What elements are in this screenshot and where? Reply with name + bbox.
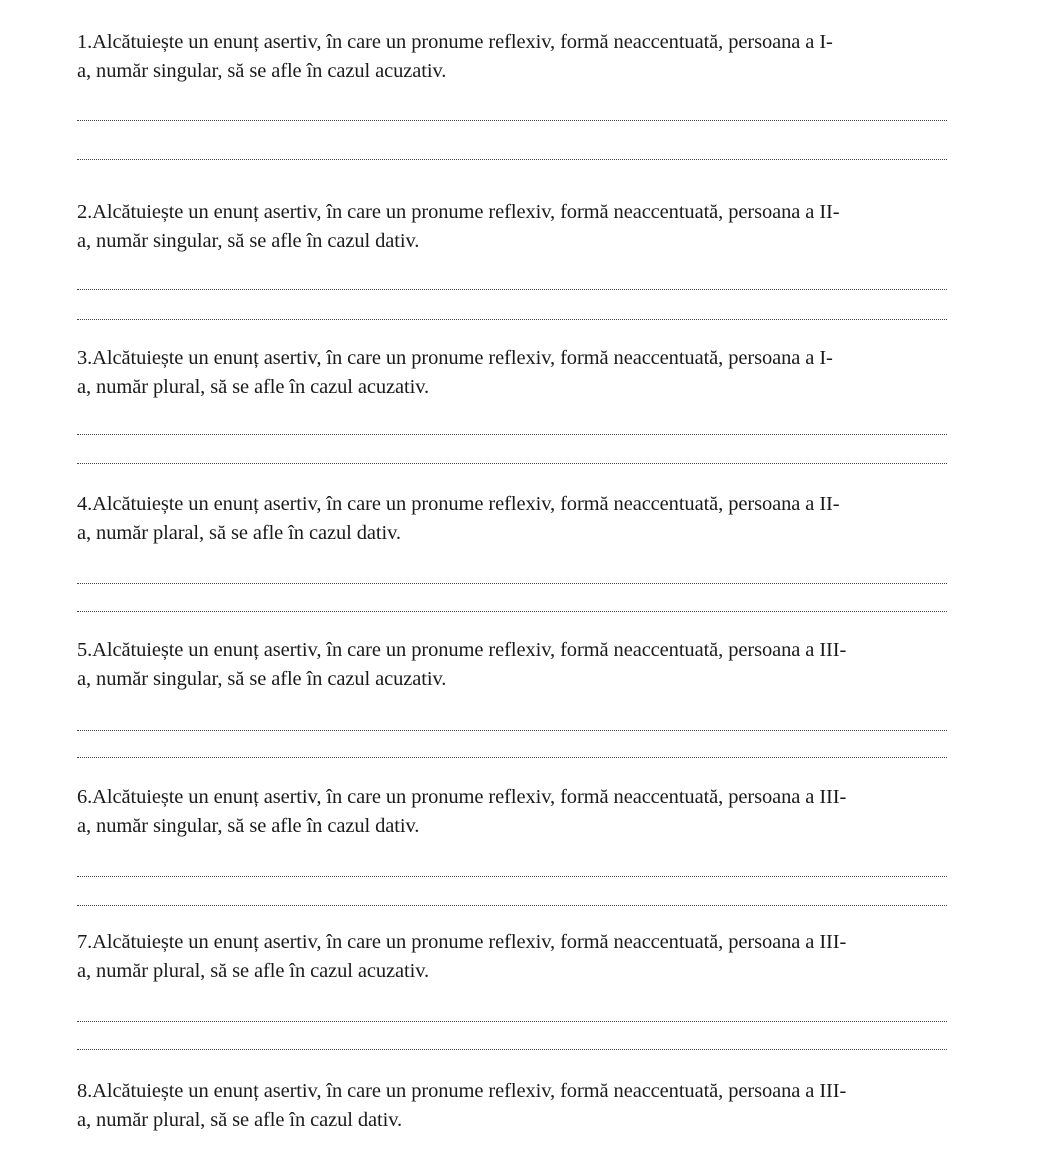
- exercise-5: [77, 636, 957, 694]
- prompt-line-2: a, număr plural, să se afle în cazul acuzativ.: [77, 960, 430, 982]
- answer-line-2[interactable]: [77, 463, 947, 464]
- prompt-line-1: 3.Alcătuiește un enunț asertiv, în care un pronume reflexiv, formă neaccentuată, persoana a I-: [77, 347, 833, 369]
- answer-line-1[interactable]: [77, 730, 947, 731]
- prompt-line-1: 4.Alcătuiește un enunț asertiv, în care un pronume reflexiv, formă neaccentuată, persoana a II-: [77, 493, 840, 515]
- answer-line-2[interactable]: [77, 757, 947, 758]
- prompt-line-2: a, număr plural, să se afle în cazul dativ.: [77, 1109, 403, 1131]
- answer-line-2[interactable]: [77, 159, 947, 160]
- answer-line-1[interactable]: [77, 289, 947, 290]
- answer-line-2[interactable]: [77, 905, 947, 906]
- exercise-prompt: [77, 490, 957, 548]
- prompt-line-1: 2.Alcătuiește un enunț asertiv, în care un pronume reflexiv, formă neaccentuată, persoana a II-: [77, 201, 840, 223]
- prompt-line-1: 6.Alcătuiește un enunț asertiv, în care un pronume reflexiv, formă neaccentuată, persoana a III-: [77, 786, 847, 808]
- exercise-prompt: [77, 636, 957, 694]
- exercise-4: [77, 490, 957, 548]
- prompt-line-1: 1.Alcătuiește un enunț asertiv, în care un pronume reflexiv, formă neaccentuată, persoana a I-: [77, 31, 833, 53]
- exercise-prompt: [77, 1077, 957, 1135]
- prompt-line-2: a, număr plaral, să se afle în cazul dativ.: [77, 522, 401, 544]
- prompt-line-2: a, număr singular, să se afle în cazul acuzativ.: [77, 60, 447, 82]
- answer-line-1[interactable]: [77, 434, 947, 435]
- prompt-line-1: 7.Alcătuiește un enunț asertiv, în care un pronume reflexiv, formă neaccentuată, persoana a III-: [77, 931, 847, 953]
- answer-line-1[interactable]: [77, 1021, 947, 1022]
- exercise-7: [77, 928, 957, 986]
- exercise-prompt: [77, 928, 957, 986]
- exercise-prompt: [77, 344, 957, 402]
- answer-line-1[interactable]: [77, 120, 947, 121]
- answer-line-2[interactable]: [77, 319, 947, 320]
- answer-line-2[interactable]: [77, 1049, 947, 1050]
- answer-line-2[interactable]: [77, 611, 947, 612]
- exercise-2: [77, 198, 957, 256]
- exercise-1: [77, 28, 957, 86]
- prompt-line-2: a, număr singular, să se afle în cazul dativ.: [77, 815, 420, 837]
- exercise-6: [77, 783, 957, 841]
- exercise-prompt: [77, 198, 957, 256]
- prompt-line-2: a, număr singular, să se afle în cazul dativ.: [77, 230, 420, 252]
- answer-line-1[interactable]: [77, 876, 947, 877]
- exercise-prompt: [77, 783, 957, 841]
- prompt-line-2: a, număr singular, să se afle în cazul acuzativ.: [77, 668, 447, 690]
- answer-line-1[interactable]: [77, 583, 947, 584]
- prompt-line-1: 5.Alcătuiește un enunț asertiv, în care un pronume reflexiv, formă neaccentuată, persoana a III-: [77, 639, 847, 661]
- exercise-prompt: [77, 28, 957, 86]
- prompt-line-2: a, număr plural, să se afle în cazul acuzativ.: [77, 376, 430, 398]
- prompt-line-1: 8.Alcătuiește un enunț asertiv, în care un pronume reflexiv, formă neaccentuată, persoana a III-: [77, 1080, 847, 1102]
- exercise-3: [77, 344, 957, 402]
- exercise-8: [77, 1077, 957, 1135]
